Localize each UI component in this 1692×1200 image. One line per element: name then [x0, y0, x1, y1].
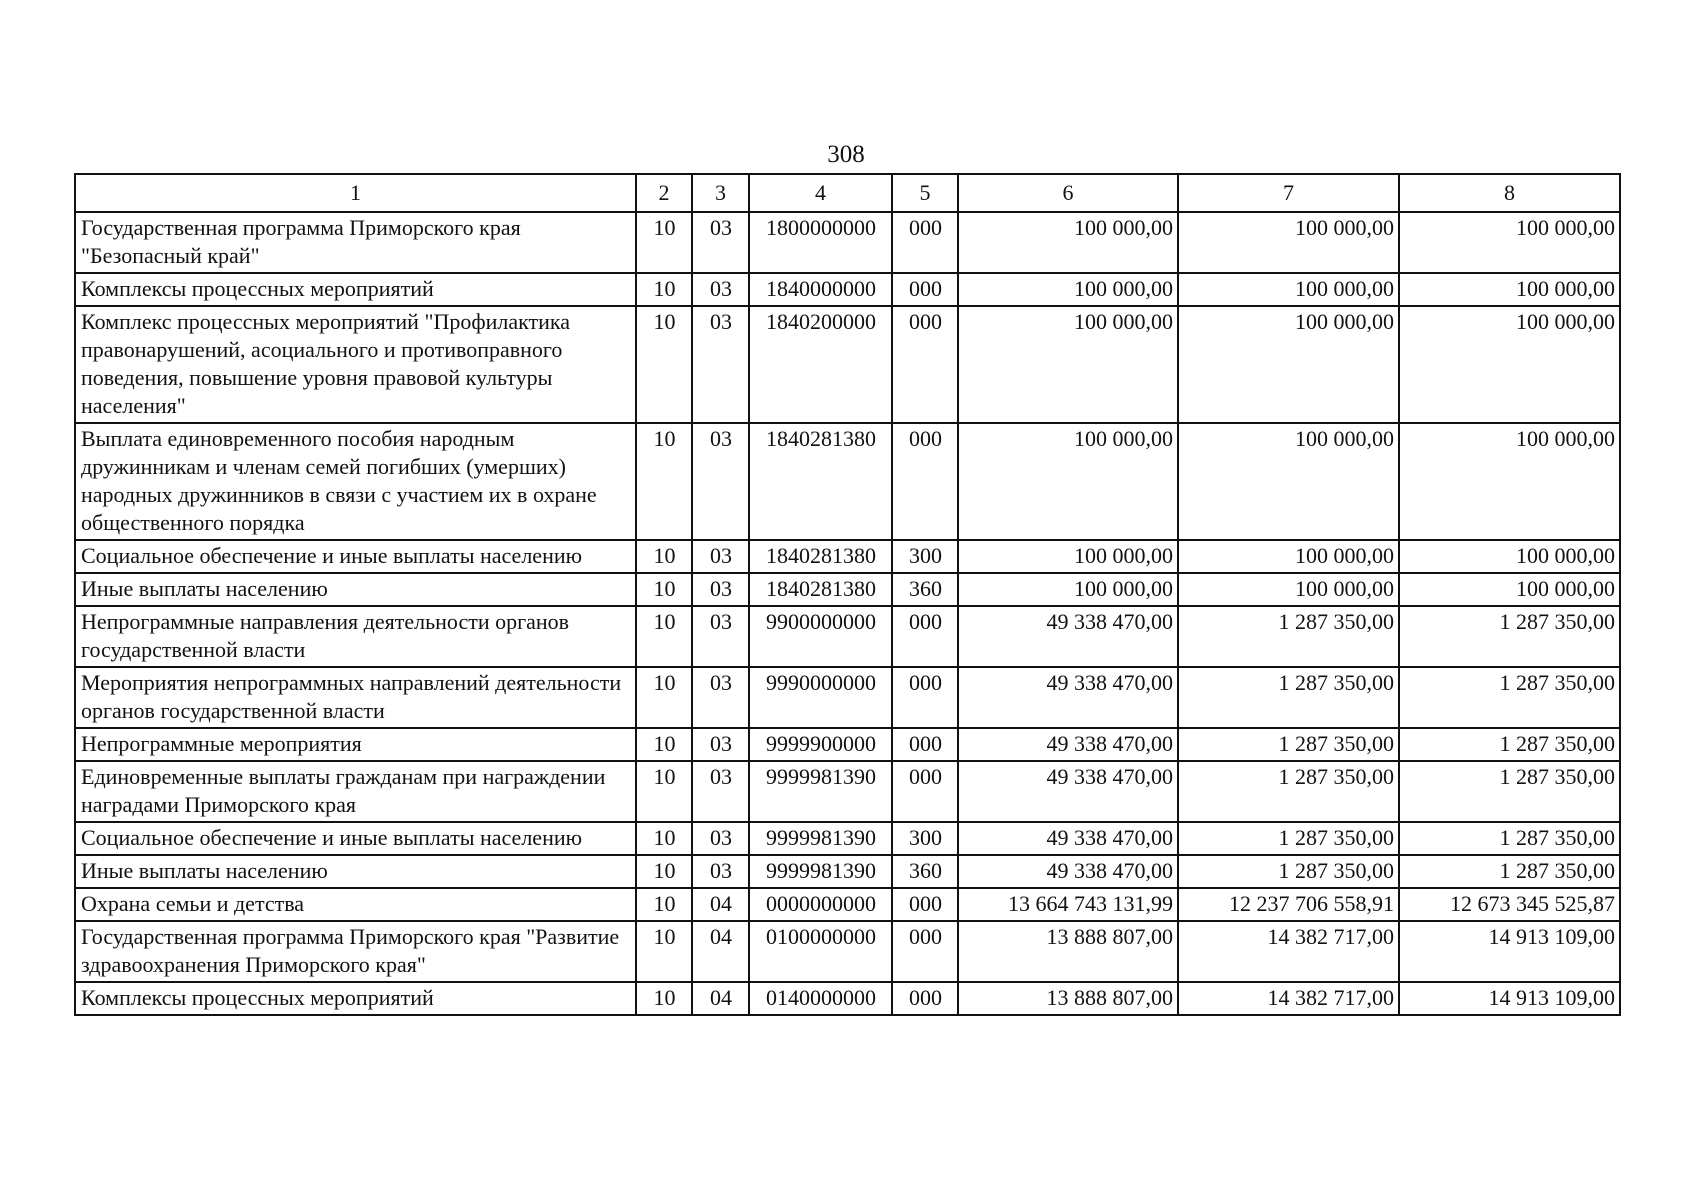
- amount-year-3: 1 287 350,00: [1399, 761, 1620, 822]
- amount-year-3: 100 000,00: [1399, 573, 1620, 606]
- section-code: 10: [636, 822, 692, 855]
- target-article-code: 9900000000: [749, 606, 892, 667]
- subsection-code: 04: [692, 982, 749, 1015]
- section-code: 10: [636, 573, 692, 606]
- expense-type-code: 300: [892, 822, 958, 855]
- amount-year-2: 1 287 350,00: [1178, 667, 1399, 728]
- column-header: 3: [692, 174, 749, 212]
- table-row: [75, 306, 1620, 423]
- budget-table: [74, 173, 1621, 1016]
- target-article-code: 1840281380: [749, 540, 892, 573]
- subsection-code: 03: [692, 273, 749, 306]
- expense-type-code: 000: [892, 273, 958, 306]
- column-header: 4: [749, 174, 892, 212]
- row-description: Непрограммные мероприятия: [75, 728, 636, 761]
- expense-type-code: 000: [892, 212, 958, 273]
- amount-year-3: 1 287 350,00: [1399, 728, 1620, 761]
- amount-year-1: 49 338 470,00: [958, 761, 1178, 822]
- subsection-code: 03: [692, 606, 749, 667]
- section-code: 10: [636, 761, 692, 822]
- section-code: 10: [636, 667, 692, 728]
- amount-year-3: 100 000,00: [1399, 212, 1620, 273]
- section-code: 10: [636, 728, 692, 761]
- expense-type-code: 360: [892, 855, 958, 888]
- expense-type-code: 360: [892, 573, 958, 606]
- table-row: [75, 728, 1620, 761]
- target-article-code: 1840200000: [749, 306, 892, 423]
- subsection-code: 03: [692, 761, 749, 822]
- amount-year-3: 100 000,00: [1399, 423, 1620, 540]
- target-article-code: 1840281380: [749, 573, 892, 606]
- row-description: Охрана семьи и детства: [75, 888, 636, 921]
- amount-year-2: 100 000,00: [1178, 212, 1399, 273]
- table-row: [75, 273, 1620, 306]
- amount-year-3: 100 000,00: [1399, 540, 1620, 573]
- section-code: 10: [636, 306, 692, 423]
- amount-year-1: 49 338 470,00: [958, 822, 1178, 855]
- section-code: 10: [636, 540, 692, 573]
- column-header: 1: [75, 174, 636, 212]
- row-description: Иные выплаты населению: [75, 855, 636, 888]
- amount-year-2: 1 287 350,00: [1178, 761, 1399, 822]
- table-row: [75, 888, 1620, 921]
- target-article-code: 9999981390: [749, 761, 892, 822]
- table-row: [75, 982, 1620, 1015]
- table-row: [75, 822, 1620, 855]
- amount-year-3: 1 287 350,00: [1399, 606, 1620, 667]
- amount-year-2: 14 382 717,00: [1178, 921, 1399, 982]
- amount-year-2: 1 287 350,00: [1178, 606, 1399, 667]
- table-row: [75, 855, 1620, 888]
- expense-type-code: 000: [892, 423, 958, 540]
- target-article-code: 0000000000: [749, 888, 892, 921]
- row-description: Государственная программа Приморского края "Безопасный край": [75, 212, 636, 273]
- amount-year-3: 12 673 345 525,87: [1399, 888, 1620, 921]
- table-row: [75, 606, 1620, 667]
- column-header: 6: [958, 174, 1178, 212]
- row-description: Единовременные выплаты гражданам при награждении наградами Приморского края: [75, 761, 636, 822]
- amount-year-1: 49 338 470,00: [958, 855, 1178, 888]
- amount-year-3: 14 913 109,00: [1399, 921, 1620, 982]
- target-article-code: 1840281380: [749, 423, 892, 540]
- amount-year-1: 13 888 807,00: [958, 982, 1178, 1015]
- row-description: Комплекс процессных мероприятий "Профилактика правонарушений, асоциального и противоправного поведения, повышение уровня правовой культуры населения": [75, 306, 636, 423]
- subsection-code: 03: [692, 540, 749, 573]
- expense-type-code: 000: [892, 667, 958, 728]
- section-code: 10: [636, 273, 692, 306]
- subsection-code: 03: [692, 667, 749, 728]
- row-description: Социальное обеспечение и иные выплаты населению: [75, 822, 636, 855]
- row-description: Комплексы процессных мероприятий: [75, 273, 636, 306]
- amount-year-1: 49 338 470,00: [958, 606, 1178, 667]
- amount-year-1: 13 664 743 131,99: [958, 888, 1178, 921]
- amount-year-3: 14 913 109,00: [1399, 982, 1620, 1015]
- table-row: [75, 212, 1620, 273]
- amount-year-1: 100 000,00: [958, 540, 1178, 573]
- expense-type-code: 000: [892, 606, 958, 667]
- row-description: Мероприятия непрограммных направлений деятельности органов государственной власти: [75, 667, 636, 728]
- amount-year-2: 100 000,00: [1178, 273, 1399, 306]
- row-description: Непрограммные направления деятельности органов государственной власти: [75, 606, 636, 667]
- section-code: 10: [636, 921, 692, 982]
- row-description: Иные выплаты населению: [75, 573, 636, 606]
- row-description: Выплата единовременного пособия народным дружинникам и членам семей погибших (умерших) народных дружинников в связи с участием их в охране общественного порядка: [75, 423, 636, 540]
- amount-year-1: 100 000,00: [958, 273, 1178, 306]
- amount-year-2: 100 000,00: [1178, 573, 1399, 606]
- target-article-code: 1840000000: [749, 273, 892, 306]
- amount-year-3: 1 287 350,00: [1399, 855, 1620, 888]
- amount-year-2: 100 000,00: [1178, 423, 1399, 540]
- section-code: 10: [636, 212, 692, 273]
- column-header: 2: [636, 174, 692, 212]
- section-code: 10: [636, 423, 692, 540]
- target-article-code: 9999981390: [749, 855, 892, 888]
- amount-year-2: 14 382 717,00: [1178, 982, 1399, 1015]
- table-row: [75, 921, 1620, 982]
- amount-year-2: 1 287 350,00: [1178, 822, 1399, 855]
- target-article-code: 9990000000: [749, 667, 892, 728]
- section-code: 10: [636, 606, 692, 667]
- amount-year-1: 100 000,00: [958, 423, 1178, 540]
- table-row: [75, 573, 1620, 606]
- section-code: 10: [636, 888, 692, 921]
- section-code: 10: [636, 982, 692, 1015]
- table-row: [75, 667, 1620, 728]
- target-article-code: 0100000000: [749, 921, 892, 982]
- table-row: [75, 540, 1620, 573]
- expense-type-code: 000: [892, 728, 958, 761]
- subsection-code: 04: [692, 921, 749, 982]
- amount-year-3: 1 287 350,00: [1399, 822, 1620, 855]
- section-code: 10: [636, 855, 692, 888]
- amount-year-1: 100 000,00: [958, 212, 1178, 273]
- subsection-code: 03: [692, 212, 749, 273]
- subsection-code: 03: [692, 423, 749, 540]
- expense-type-code: 000: [892, 921, 958, 982]
- column-header: 5: [892, 174, 958, 212]
- expense-type-code: 000: [892, 982, 958, 1015]
- expense-type-code: 000: [892, 306, 958, 423]
- header-row: [75, 174, 1620, 212]
- amount-year-2: 12 237 706 558,91: [1178, 888, 1399, 921]
- subsection-code: 03: [692, 728, 749, 761]
- subsection-code: 03: [692, 306, 749, 423]
- table-body: [75, 212, 1620, 1015]
- amount-year-3: 1 287 350,00: [1399, 667, 1620, 728]
- subsection-code: 03: [692, 573, 749, 606]
- column-header: 7: [1178, 174, 1399, 212]
- amount-year-3: 100 000,00: [1399, 306, 1620, 423]
- target-article-code: 9999981390: [749, 822, 892, 855]
- row-description: Государственная программа Приморского края "Развитие здравоохранения Приморского края": [75, 921, 636, 982]
- subsection-code: 03: [692, 822, 749, 855]
- subsection-code: 04: [692, 888, 749, 921]
- amount-year-1: 100 000,00: [958, 306, 1178, 423]
- table-row: [75, 423, 1620, 540]
- amount-year-2: 100 000,00: [1178, 540, 1399, 573]
- amount-year-1: 49 338 470,00: [958, 667, 1178, 728]
- target-article-code: 1800000000: [749, 212, 892, 273]
- subsection-code: 03: [692, 855, 749, 888]
- amount-year-3: 100 000,00: [1399, 273, 1620, 306]
- amount-year-2: 1 287 350,00: [1178, 728, 1399, 761]
- amount-year-1: 13 888 807,00: [958, 921, 1178, 982]
- amount-year-1: 100 000,00: [958, 573, 1178, 606]
- expense-type-code: 000: [892, 761, 958, 822]
- amount-year-2: 100 000,00: [1178, 306, 1399, 423]
- amount-year-2: 1 287 350,00: [1178, 855, 1399, 888]
- page-number: 308: [827, 141, 865, 168]
- expense-type-code: 300: [892, 540, 958, 573]
- column-header: 8: [1399, 174, 1620, 212]
- row-description: Комплексы процессных мероприятий: [75, 982, 636, 1015]
- amount-year-1: 49 338 470,00: [958, 728, 1178, 761]
- expense-type-code: 000: [892, 888, 958, 921]
- target-article-code: 0140000000: [749, 982, 892, 1015]
- row-description: Социальное обеспечение и иные выплаты населению: [75, 540, 636, 573]
- target-article-code: 9999900000: [749, 728, 892, 761]
- table-row: [75, 761, 1620, 822]
